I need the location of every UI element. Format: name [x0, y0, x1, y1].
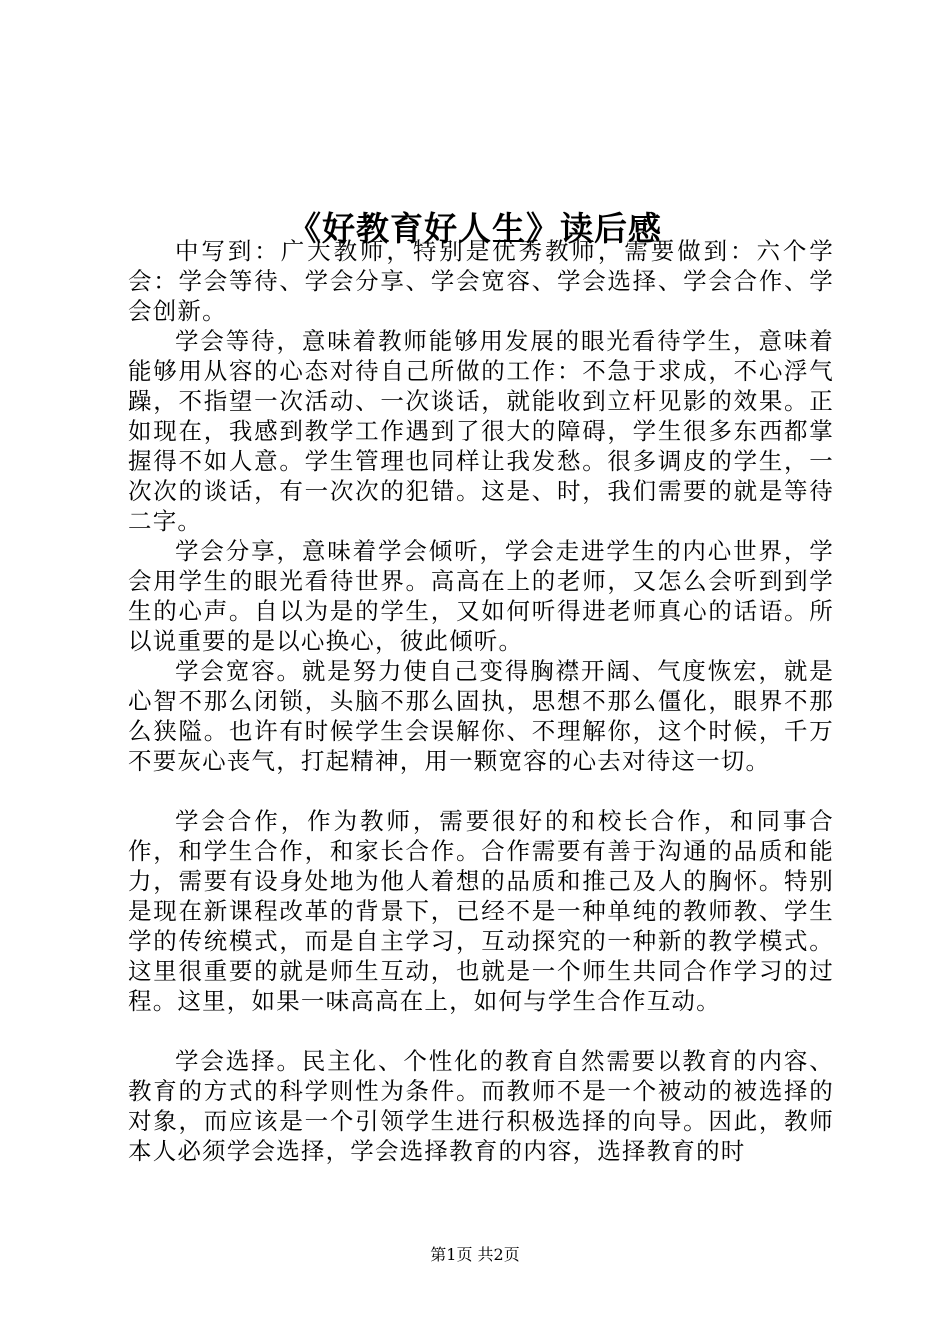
paragraph-cooperation: 学会合作，作为教师，需要很好的和校长合作，和同事合作，和学生合作，和家长合作。合作需要有善于沟通的品质和能力，需要有设身处地为他人着想的品质和推己及人的胸怀。特别是现在新课程改革的背景下，已经不是一种单纯的教师教、学生学的传统模式，而是自主学习，互动探究的一种新的教学模式。这里很重要的就是师生互动，也就是一个师生共同合作学习的过程。这里，如果一味高高在上，如何与学生合作互动。 — [128, 807, 834, 1015]
document-title: 《好教育好人生》读后感 — [288, 209, 662, 249]
document-body — [128, 236, 834, 1166]
paragraph-waiting: 学会等待，意味着教师能够用发展的眼光看待学生，意味着能够用从容的心态对待自己所做的工作：不急于求成，不心浮气躁，不指望一次活动、一次谈话，就能收到立杆见影的效果。正如现在，我感到教学工作遇到了很大的障碍，学生很多东西都掌握得不如人意。学生管理也同样让我发愁。很多调皮的学生，一次次的谈话，有一次次的犯错。这是、时，我们需要的就是等待二字。 — [128, 327, 834, 535]
paragraph-choice: 学会选择。民主化、个性化的教育自然需要以教育的内容、教育的方式的科学则性为条件。而教师不是一个被动的被选择的对象，而应该是一个引领学生进行积极选择的向导。因此，教师本人必须学会选择，学会选择教育的内容，选择教育的时 — [128, 1047, 834, 1165]
page-number-footer: 第1页 共2页 — [430, 1245, 520, 1264]
paragraph-sharing: 学会分享，意味着学会倾听，学会走进学生的内心世界，学会用学生的眼光看待世界。高高在上的老师，又怎么会听到到学生的心声。自以为是的学生，又如何听得进老师真心的话语。所以说重要的是以心换心，彼此倾听。 — [128, 537, 834, 655]
paragraph-spacer — [128, 776, 834, 806]
paragraph-tolerance: 学会宽容。就是努力使自己变得胸襟开阔、气度恢宏，就是心智不那么闭锁，头脑不那么固执，思想不那么僵化，眼界不那么狭隘。也许有时候学生会误解你、不理解你，这个时候，千万不要灰心丧气，打起精神，用一颗宽容的心去对待这一切。 — [128, 657, 834, 775]
paragraph-intro: 中写到：广大教师，特别是优秀教师，需要做到：六个学会：学会等待、学会分享、学会宽容、学会选择、学会合作、学会创新。 — [128, 237, 834, 325]
paragraph-spacer — [128, 1016, 834, 1046]
